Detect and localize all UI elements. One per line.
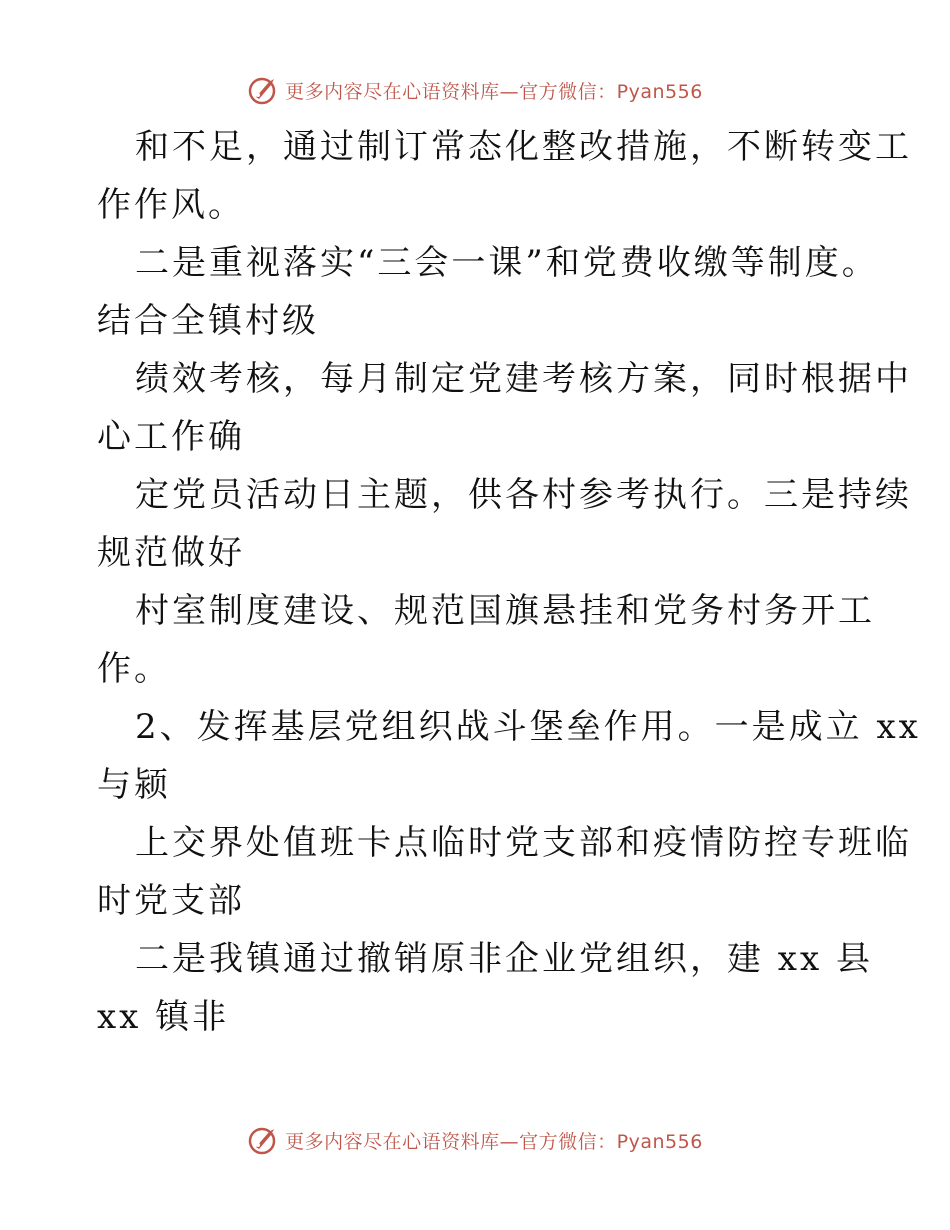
body-line: 二是我镇通过撤销原非企业党组织，建 xx 县 (135, 939, 873, 979)
header-banner-text: 更多内容尽在心语资料库—官方微信：Pyan556 (285, 80, 703, 103)
body-line: 规范做好 (97, 533, 245, 573)
footer-banner-text: 更多内容尽在心语资料库—官方微信：Pyan556 (285, 1130, 703, 1153)
body-line: 村室制度建设、规范国旗悬挂和党务村务开工 (135, 591, 875, 631)
body-line: 心工作确 (97, 417, 245, 457)
footer-banner (0, 1120, 950, 1160)
pen-nib-icon (247, 1123, 281, 1157)
body-line: 时党支部 (97, 881, 245, 921)
body-line: 结合全镇村级 (97, 301, 319, 341)
body-line: 二是重视落实“三会一课”和党费收缴等制度。 (135, 243, 879, 283)
body-line: 作。 (97, 649, 171, 689)
body-line: 2、发挥基层党组织战斗堡垒作用。一是成立 xx (135, 707, 921, 747)
body-line: 与颍 (97, 765, 171, 805)
body-line: xx 镇非 (97, 997, 230, 1037)
body-line: 上交界处值班卡点临时党支部和疫情防控专班临 (135, 823, 912, 863)
body-line: 绩效考核，每月制定党建考核方案，同时根据中 (135, 359, 912, 399)
body-line: 和不足，通过制订常态化整改措施，不断转变工 (135, 127, 912, 167)
body-line: 定党员活动日主题，供各村参考执行。三是持续 (135, 475, 912, 515)
body-line: 作作风。 (97, 185, 245, 225)
